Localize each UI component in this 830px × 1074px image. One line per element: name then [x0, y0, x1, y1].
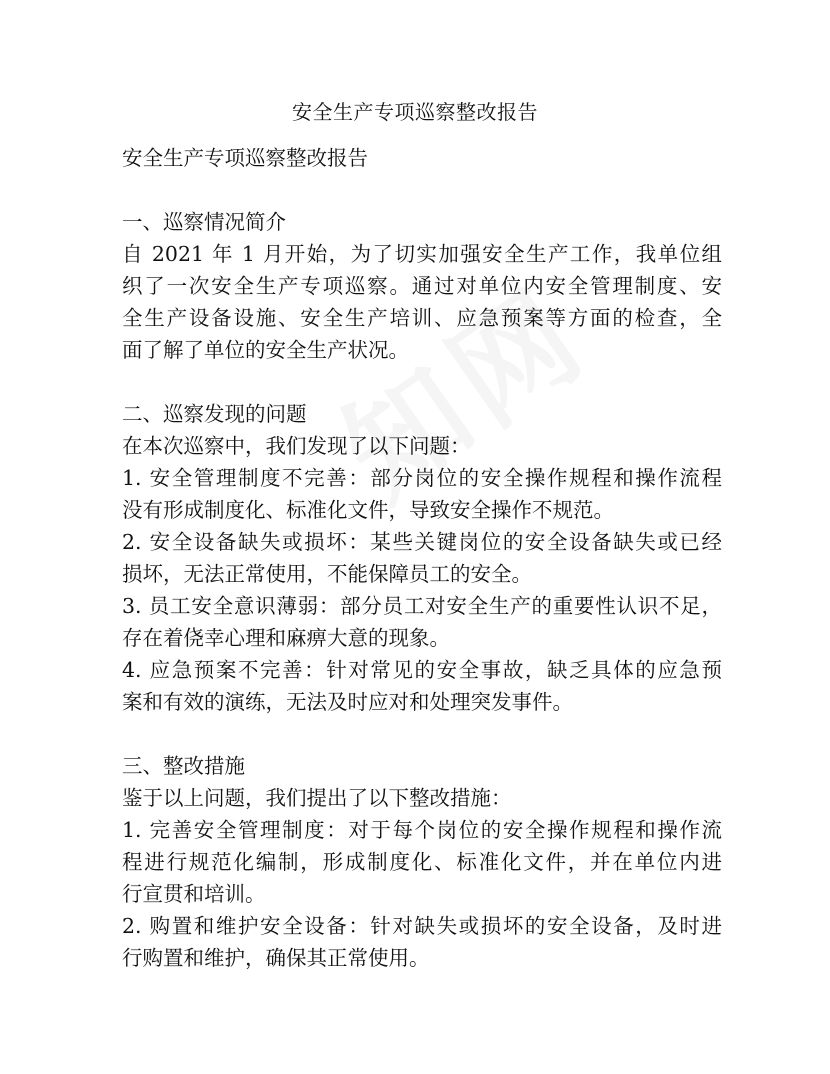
text-line: 三、整改措施: [122, 754, 245, 778]
text-line: 3. 员工安全意识薄弱：部分员工对安全生产的重要性认识不足，: [122, 594, 722, 618]
text-line: 案和有效的演练，无法及时应对和处理突发事件。: [122, 690, 573, 714]
text-line: 二、巡察发现的问题: [122, 402, 307, 426]
text-line: 行宣贯和培训。: [122, 882, 266, 906]
document-body: [122, 142, 722, 974]
text-line: 4. 应急预案不完善：针对常见的安全事故，缺乏具体的应急预: [122, 658, 722, 682]
text-line: 程进行规范化编制，形成制度化、标准化文件，并在单位内进: [122, 850, 722, 874]
text-line: 1. 安全管理制度不完善：部分岗位的安全操作规程和操作流程: [122, 466, 722, 490]
text-line: 织了一次安全生产专项巡察。通过对单位内安全管理制度、安: [122, 274, 722, 298]
blank-line: [122, 174, 722, 206]
text-line: 安全生产专项巡察整改报告: [122, 146, 368, 170]
text-line: 一、巡察情况简介: [122, 210, 286, 234]
text-line: 面了解了单位的安全生产状况。: [122, 338, 409, 362]
blank-line: [122, 718, 722, 750]
text-line: 2. 购置和维护安全设备：针对缺失或损坏的安全设备，及时进: [122, 914, 722, 938]
text-line: 没有形成制度化、标准化文件，导致安全操作不规范。: [122, 498, 614, 522]
text-line: 在本次巡察中，我们发现了以下问题：: [122, 434, 471, 458]
text-line: 存在着侥幸心理和麻痹大意的现象。: [122, 626, 450, 650]
page-title: 安全生产专项巡察整改报告: [292, 100, 538, 124]
text-line: 自 2021 年 1 月开始，为了切实加强安全生产工作，我单位组: [122, 242, 722, 266]
text-line: 损坏，无法正常使用，不能保障员工的安全。: [122, 562, 532, 586]
text-line: 2. 安全设备缺失或损坏：某些关键岗位的安全设备缺失或已经: [122, 530, 722, 554]
blank-line: [122, 366, 722, 398]
text-line: 1. 完善安全管理制度：对于每个岗位的安全操作规程和操作流: [122, 818, 722, 842]
text-line: 全生产设备设施、安全生产培训、应急预案等方面的检查，全: [122, 306, 722, 330]
text-line: 行购置和维护，确保其正常使用。: [122, 946, 430, 970]
text-line: 鉴于以上问题，我们提出了以下整改措施：: [122, 786, 512, 810]
